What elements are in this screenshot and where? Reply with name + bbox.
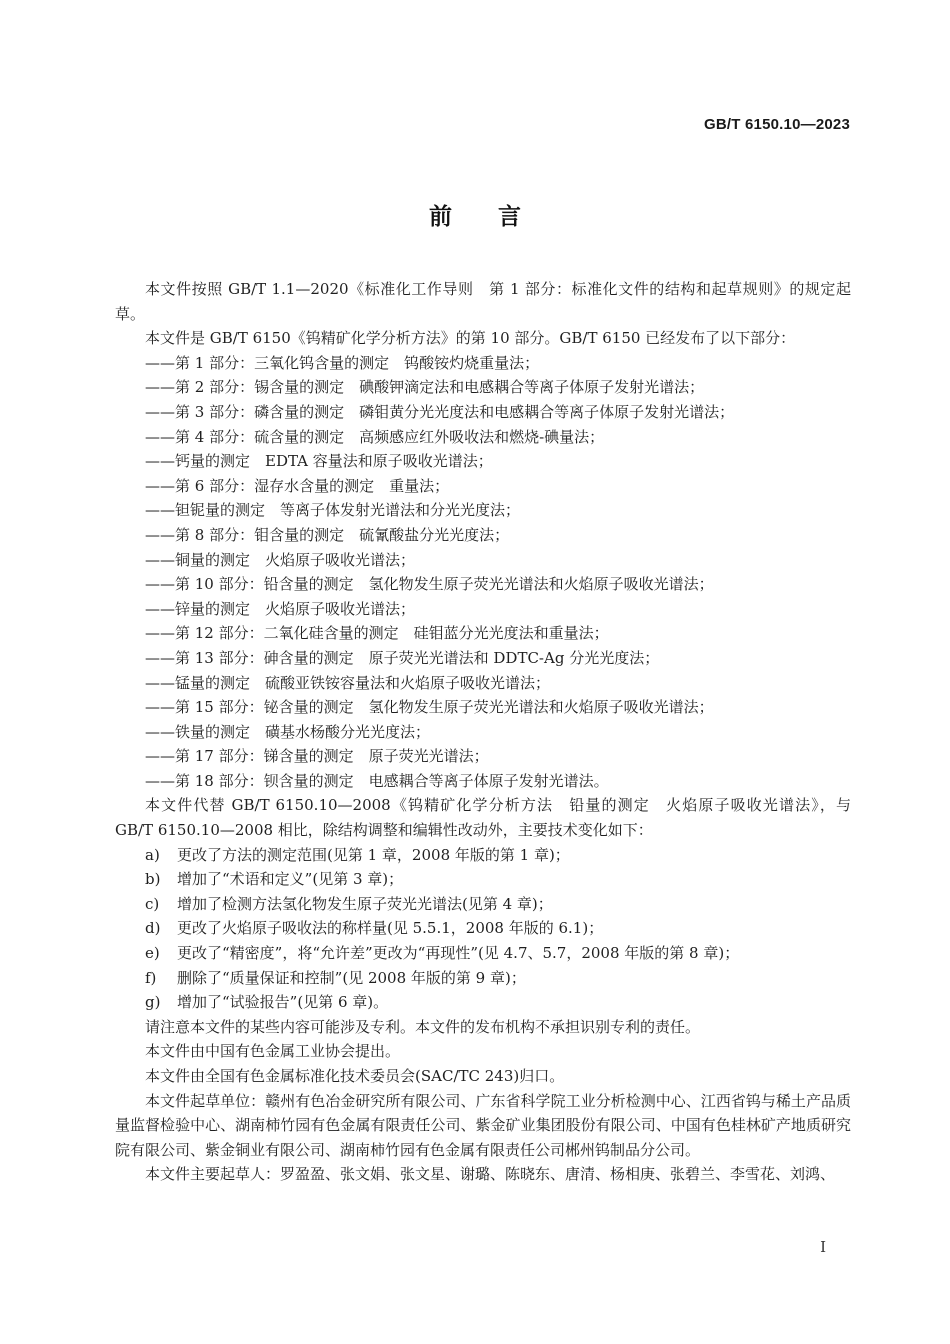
change-label: f)	[145, 968, 157, 987]
drafters-paragraph: 本文件主要起草人：罗盈盈、张文娟、张文星、谢璐、陈晓东、唐清、杨相庚、张碧兰、李雪花、刘鸿、	[145, 1165, 836, 1184]
list-item: ——锌量的测定 火焰原子吸收光谱法；	[145, 599, 416, 618]
change-item	[115, 867, 851, 892]
change-item	[115, 941, 851, 966]
changes-list	[115, 843, 851, 1015]
change-text: 增加了检测方法氢化物发生原子荧光光谱法(见第 4 章)；	[177, 894, 553, 913]
patent-notice-paragraph: 请注意本文件的某些内容可能涉及专利。本文件的发布机构不承担识别专利的责任。	[145, 1017, 701, 1036]
change-text: 增加了“术语和定义”(见第 3 章)；	[177, 870, 404, 889]
foreword-body	[115, 277, 851, 1187]
list-item: ——钙量的测定 EDTA 容量法和原子吸收光谱法；	[145, 452, 493, 471]
list-item: ——第 13 部分：砷含量的测定 原子荧光光谱法和 DDTC-Ag 分光光度法；	[145, 648, 660, 667]
list-item: ——锰量的测定 硫酸亚铁铵容量法和火焰原子吸收光谱法；	[145, 673, 551, 692]
change-item	[115, 892, 851, 917]
parts-list	[115, 351, 851, 794]
series-paragraph: 本文件是 GB/T 6150《钨精矿化学分析方法》的第 10 部分。GB/T 6150 已经发布了以下部分：	[145, 329, 796, 348]
change-label: g)	[145, 993, 161, 1012]
change-label: d)	[145, 919, 161, 938]
list-item: ——第 17 部分：锑含量的测定 原子荧光光谱法；	[145, 747, 489, 766]
change-text: 更改了“精密度”，将“允许差”更改为“再现性”(见 4.7、5.7，2008 年版的第 8 章)；	[177, 944, 740, 963]
replacement-paragraph: 本文件代替 GB/T 6150.10—2008《钨精矿化学分析方法 铅量的测定 火焰原子吸收光谱法》，与 GB/T 6150.10—2008 相比，除结构调整和编辑性改动外，主要技术变化如下：	[115, 796, 851, 840]
list-item: ——第 6 部分：湿存水含量的测定 重量法；	[145, 476, 450, 495]
change-label: c)	[145, 894, 160, 913]
proposer-paragraph: 本文件由中国有色金属工业协会提出。	[145, 1042, 401, 1061]
change-item	[115, 966, 851, 991]
committee-paragraph: 本文件由全国有色金属标准化技术委员会(SAC/TC 243)归口。	[145, 1067, 565, 1085]
change-text: 更改了方法的测定范围(见第 1 章，2008 年版的第 1 章)；	[177, 845, 570, 864]
list-item: ——铜量的测定 火焰原子吸收光谱法；	[145, 550, 416, 569]
change-item	[115, 843, 851, 868]
list-item: ——第 4 部分：硫含量的测定 高频感应红外吸收法和燃烧-碘量法；	[145, 427, 605, 446]
list-item: ——第 15 部分：铋含量的测定 氢化物发生原子荧光光谱法和火焰原子吸收光谱法；	[145, 698, 714, 717]
list-item: ——第 8 部分：钼含量的测定 硫氰酸盐分光光度法；	[145, 525, 510, 544]
change-item	[115, 916, 851, 941]
standard-code: GB/T 6150.10—2023	[704, 116, 850, 133]
page-title	[0, 198, 950, 231]
list-item: ——第 3 部分：磷含量的测定 磷钼黄分光光度法和电感耦合等离子体原子发射光谱法；	[145, 402, 735, 421]
list-item: ——第 10 部分：铅含量的测定 氢化物发生原子荧光光谱法和火焰原子吸收光谱法；	[145, 575, 714, 594]
list-item: ——第 12 部分：二氧化硅含量的测定 硅钼蓝分光光度法和重量法；	[145, 624, 609, 643]
list-item: ——钽铌量的测定 等离子体发射光谱法和分光光度法；	[145, 501, 521, 520]
list-item: ——铁量的测定 磺基水杨酸分光光度法；	[145, 722, 431, 741]
list-item: ——第 1 部分：三氧化钨含量的测定 钨酸铵灼烧重量法；	[145, 353, 540, 372]
change-label: e)	[145, 944, 160, 963]
list-item: ——第 18 部分：钡含量的测定 电感耦合等离子体原子发射光谱法。	[145, 771, 609, 790]
title-char-1: 前	[429, 204, 452, 230]
page-number: I	[820, 1238, 826, 1256]
change-text: 增加了“试验报告”(见第 6 章)。	[177, 993, 389, 1012]
change-text: 删除了“质量保证和控制”(见 2008 年版的第 9 章)；	[177, 968, 526, 987]
change-text: 更改了火焰原子吸收法的称样量(见 5.5.1，2008 年版的 6.1)；	[177, 919, 604, 938]
change-item	[115, 990, 851, 1015]
list-item: ——第 2 部分：锡含量的测定 碘酸钾滴定法和电感耦合等离子体原子发射光谱法；	[145, 378, 705, 397]
change-label: a)	[145, 845, 160, 864]
change-label: b)	[145, 870, 161, 889]
title-char-2: 言	[498, 204, 521, 230]
drafting-rules-paragraph: 本文件按照 GB/T 1.1—2020《标准化工作导则 第 1 部分：标准化文件的结构和起草规则》的规定起草。	[115, 280, 851, 323]
drafting-units-paragraph: 本文件起草单位：赣州有色冶金研究所有限公司、广东省科学院工业分析检测中心、江西省钨与稀土产品质量监督检验中心、湖南柿竹园有色金属有限责任公司、紫金矿业集团股份有限公司、中国有色桂林矿产地质研究院有限公司、紫金铜业有限公司、湖南柿竹园有色金属有限责任公司郴州钨制品分公司。	[115, 1091, 851, 1159]
